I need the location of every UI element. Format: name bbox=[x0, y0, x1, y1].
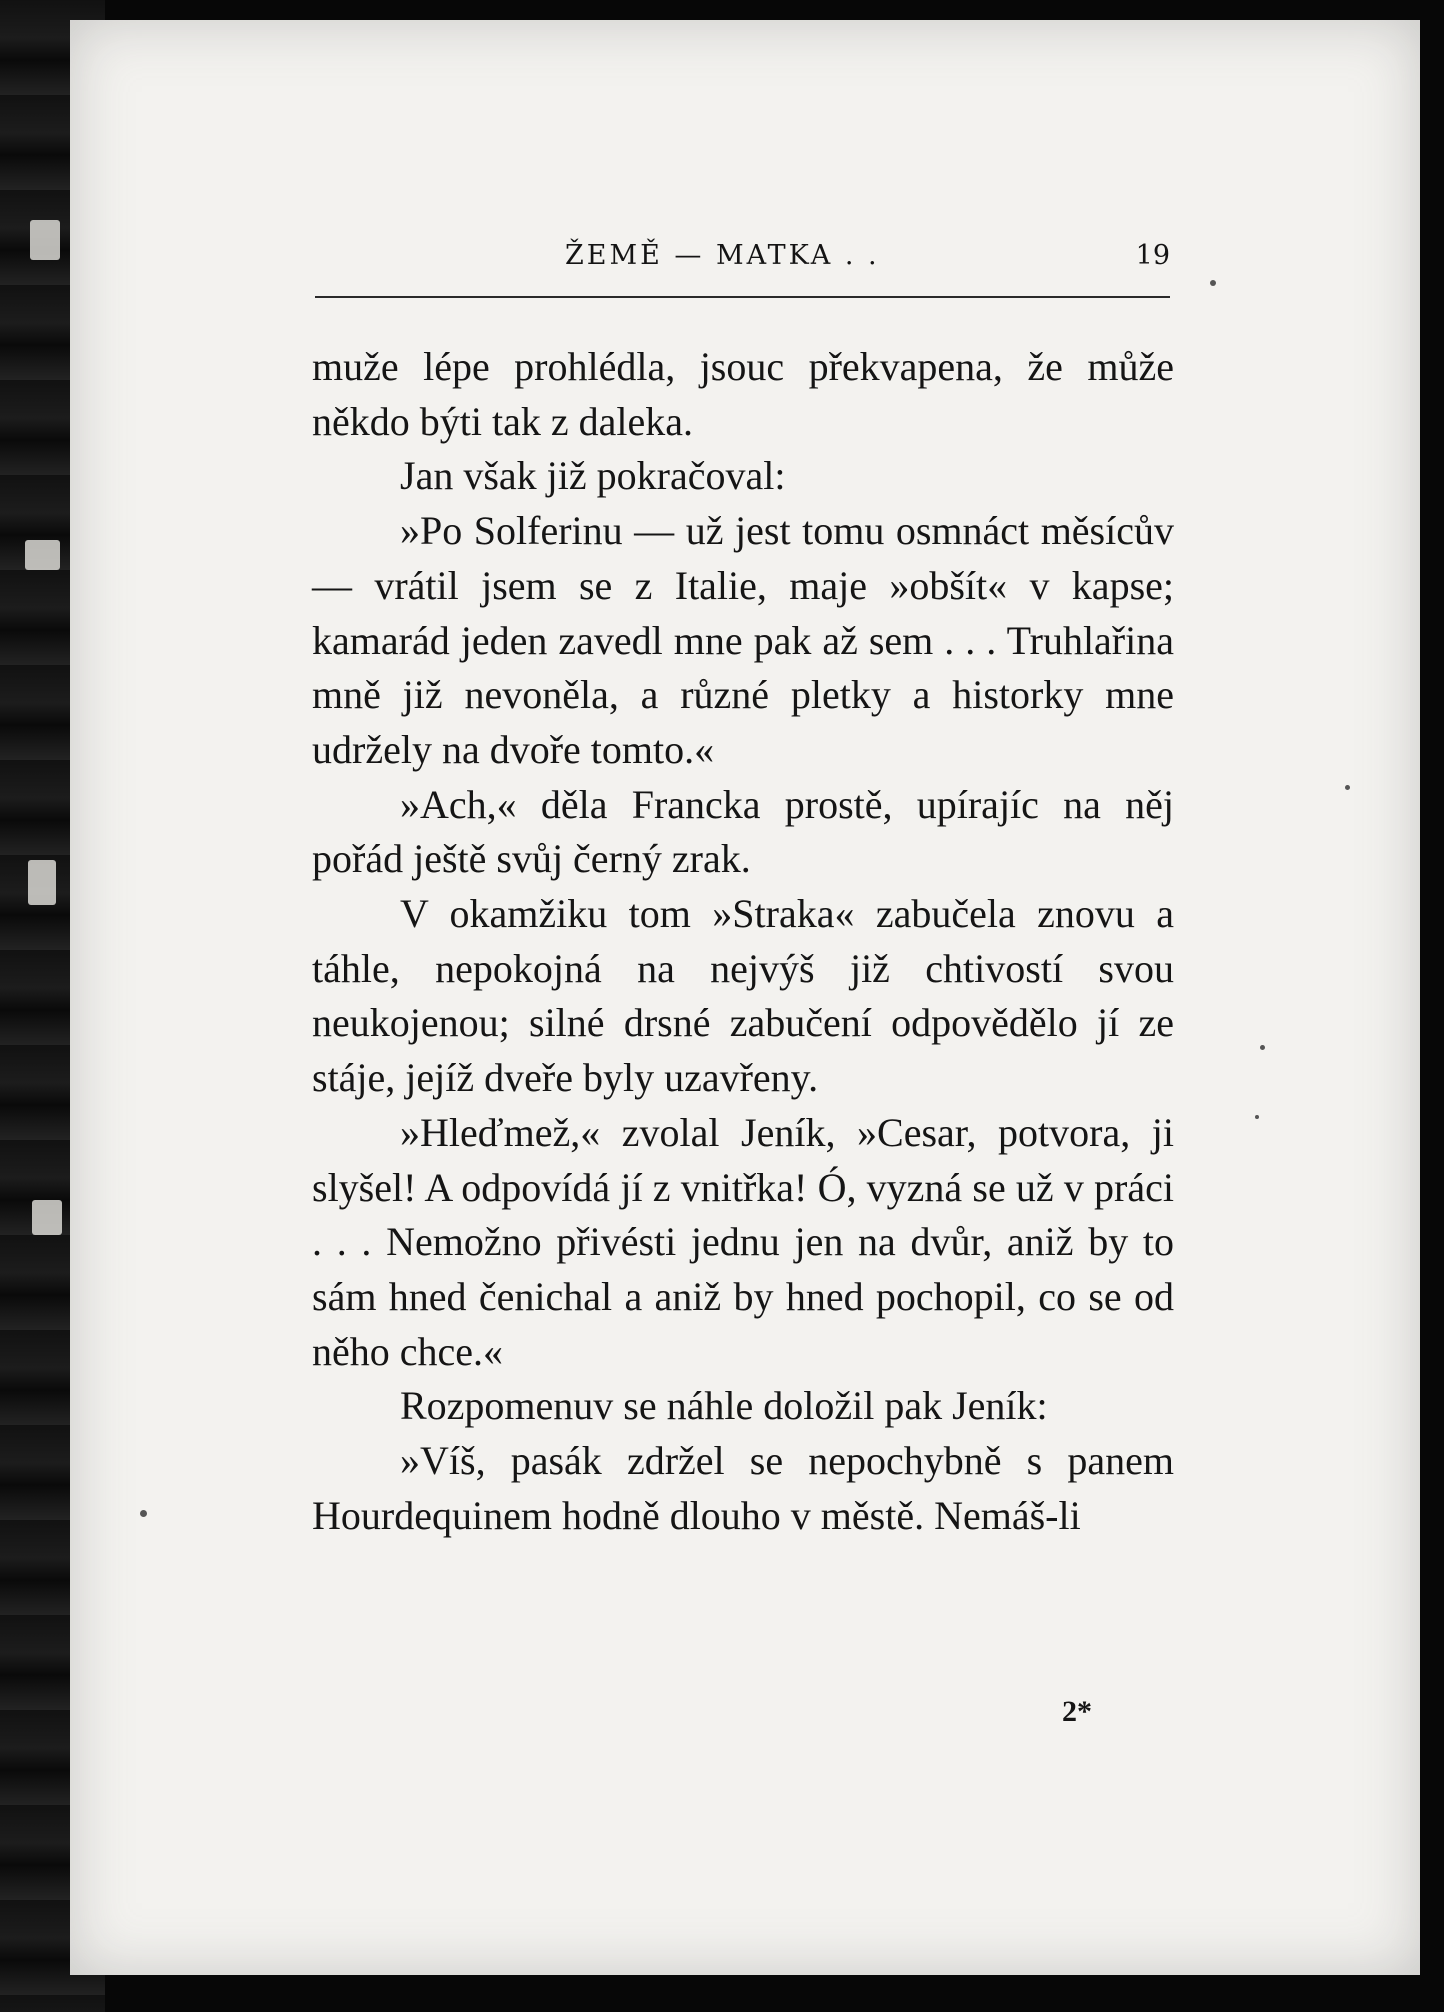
page-header bbox=[310, 240, 1170, 288]
signature-mark: 2* bbox=[1062, 1695, 1092, 1728]
paragraph: »Ach,« děla Francka prostě, upírajíc na něj pořád ještě svůj černý zrak. bbox=[312, 781, 1174, 882]
paragraph: V okamžiku tom »Straka« zabučela znovu a táhle, nepokojná na nejvýš již chtivostí svou neukojenou; silné drsné zabučení odpovědělo jí ze stáje, jejíž dveře byly uzavřeny. bbox=[312, 891, 1174, 1101]
header-rule bbox=[315, 296, 1170, 298]
torn-page-fragment bbox=[30, 220, 60, 260]
paper-speck bbox=[1210, 280, 1216, 286]
paragraph: »Víš, pasák zdržel se nepochybně s panem Hourdequinem hodně dlouho v městě. Nemáš-li bbox=[312, 1438, 1174, 1538]
paper-speck bbox=[1255, 1115, 1259, 1119]
paragraph: Rozpomenuv se náhle doložil pak Jeník: bbox=[400, 1383, 1048, 1429]
paper-speck bbox=[1260, 1045, 1265, 1050]
page-body-text bbox=[312, 340, 1174, 1543]
paragraph: »Po Solferinu — už jest tomu osmnáct měsícův — vrátil jsem se z Italie, maje »obšít« v kapse; kamarád jeden zavedl mne pak až sem . . . Truhlařina mně již nevoněla, a různé pletky a historky mne udržely na dvoře tomto.« bbox=[312, 508, 1174, 772]
paragraph: muže lépe prohlédla, jsouc překvapena, že může někdo býti tak z daleka. bbox=[312, 344, 1174, 444]
torn-page-fragment bbox=[28, 860, 56, 905]
paragraph: Jan však již pokračoval: bbox=[400, 453, 786, 499]
paper-speck bbox=[140, 1510, 147, 1517]
torn-page-fragment bbox=[32, 1200, 62, 1235]
paragraph: »Hleďmež,« zvolal Jeník, »Cesar, potvora, ji slyšel! A odpovídá jí z vnitřka! Ó, vyzná se už v práci . . . Nemožno přivésti jednu jen na dvůr, aniž by to sám hned čenichal a aniž by hned pochopil, co se od něho chce.« bbox=[312, 1109, 1174, 1374]
paper-speck bbox=[1345, 785, 1350, 790]
page-number: 19 bbox=[1135, 240, 1170, 271]
torn-page-fragment bbox=[25, 540, 60, 570]
running-head: ŽEMĚ — MATKA . . bbox=[565, 240, 880, 271]
